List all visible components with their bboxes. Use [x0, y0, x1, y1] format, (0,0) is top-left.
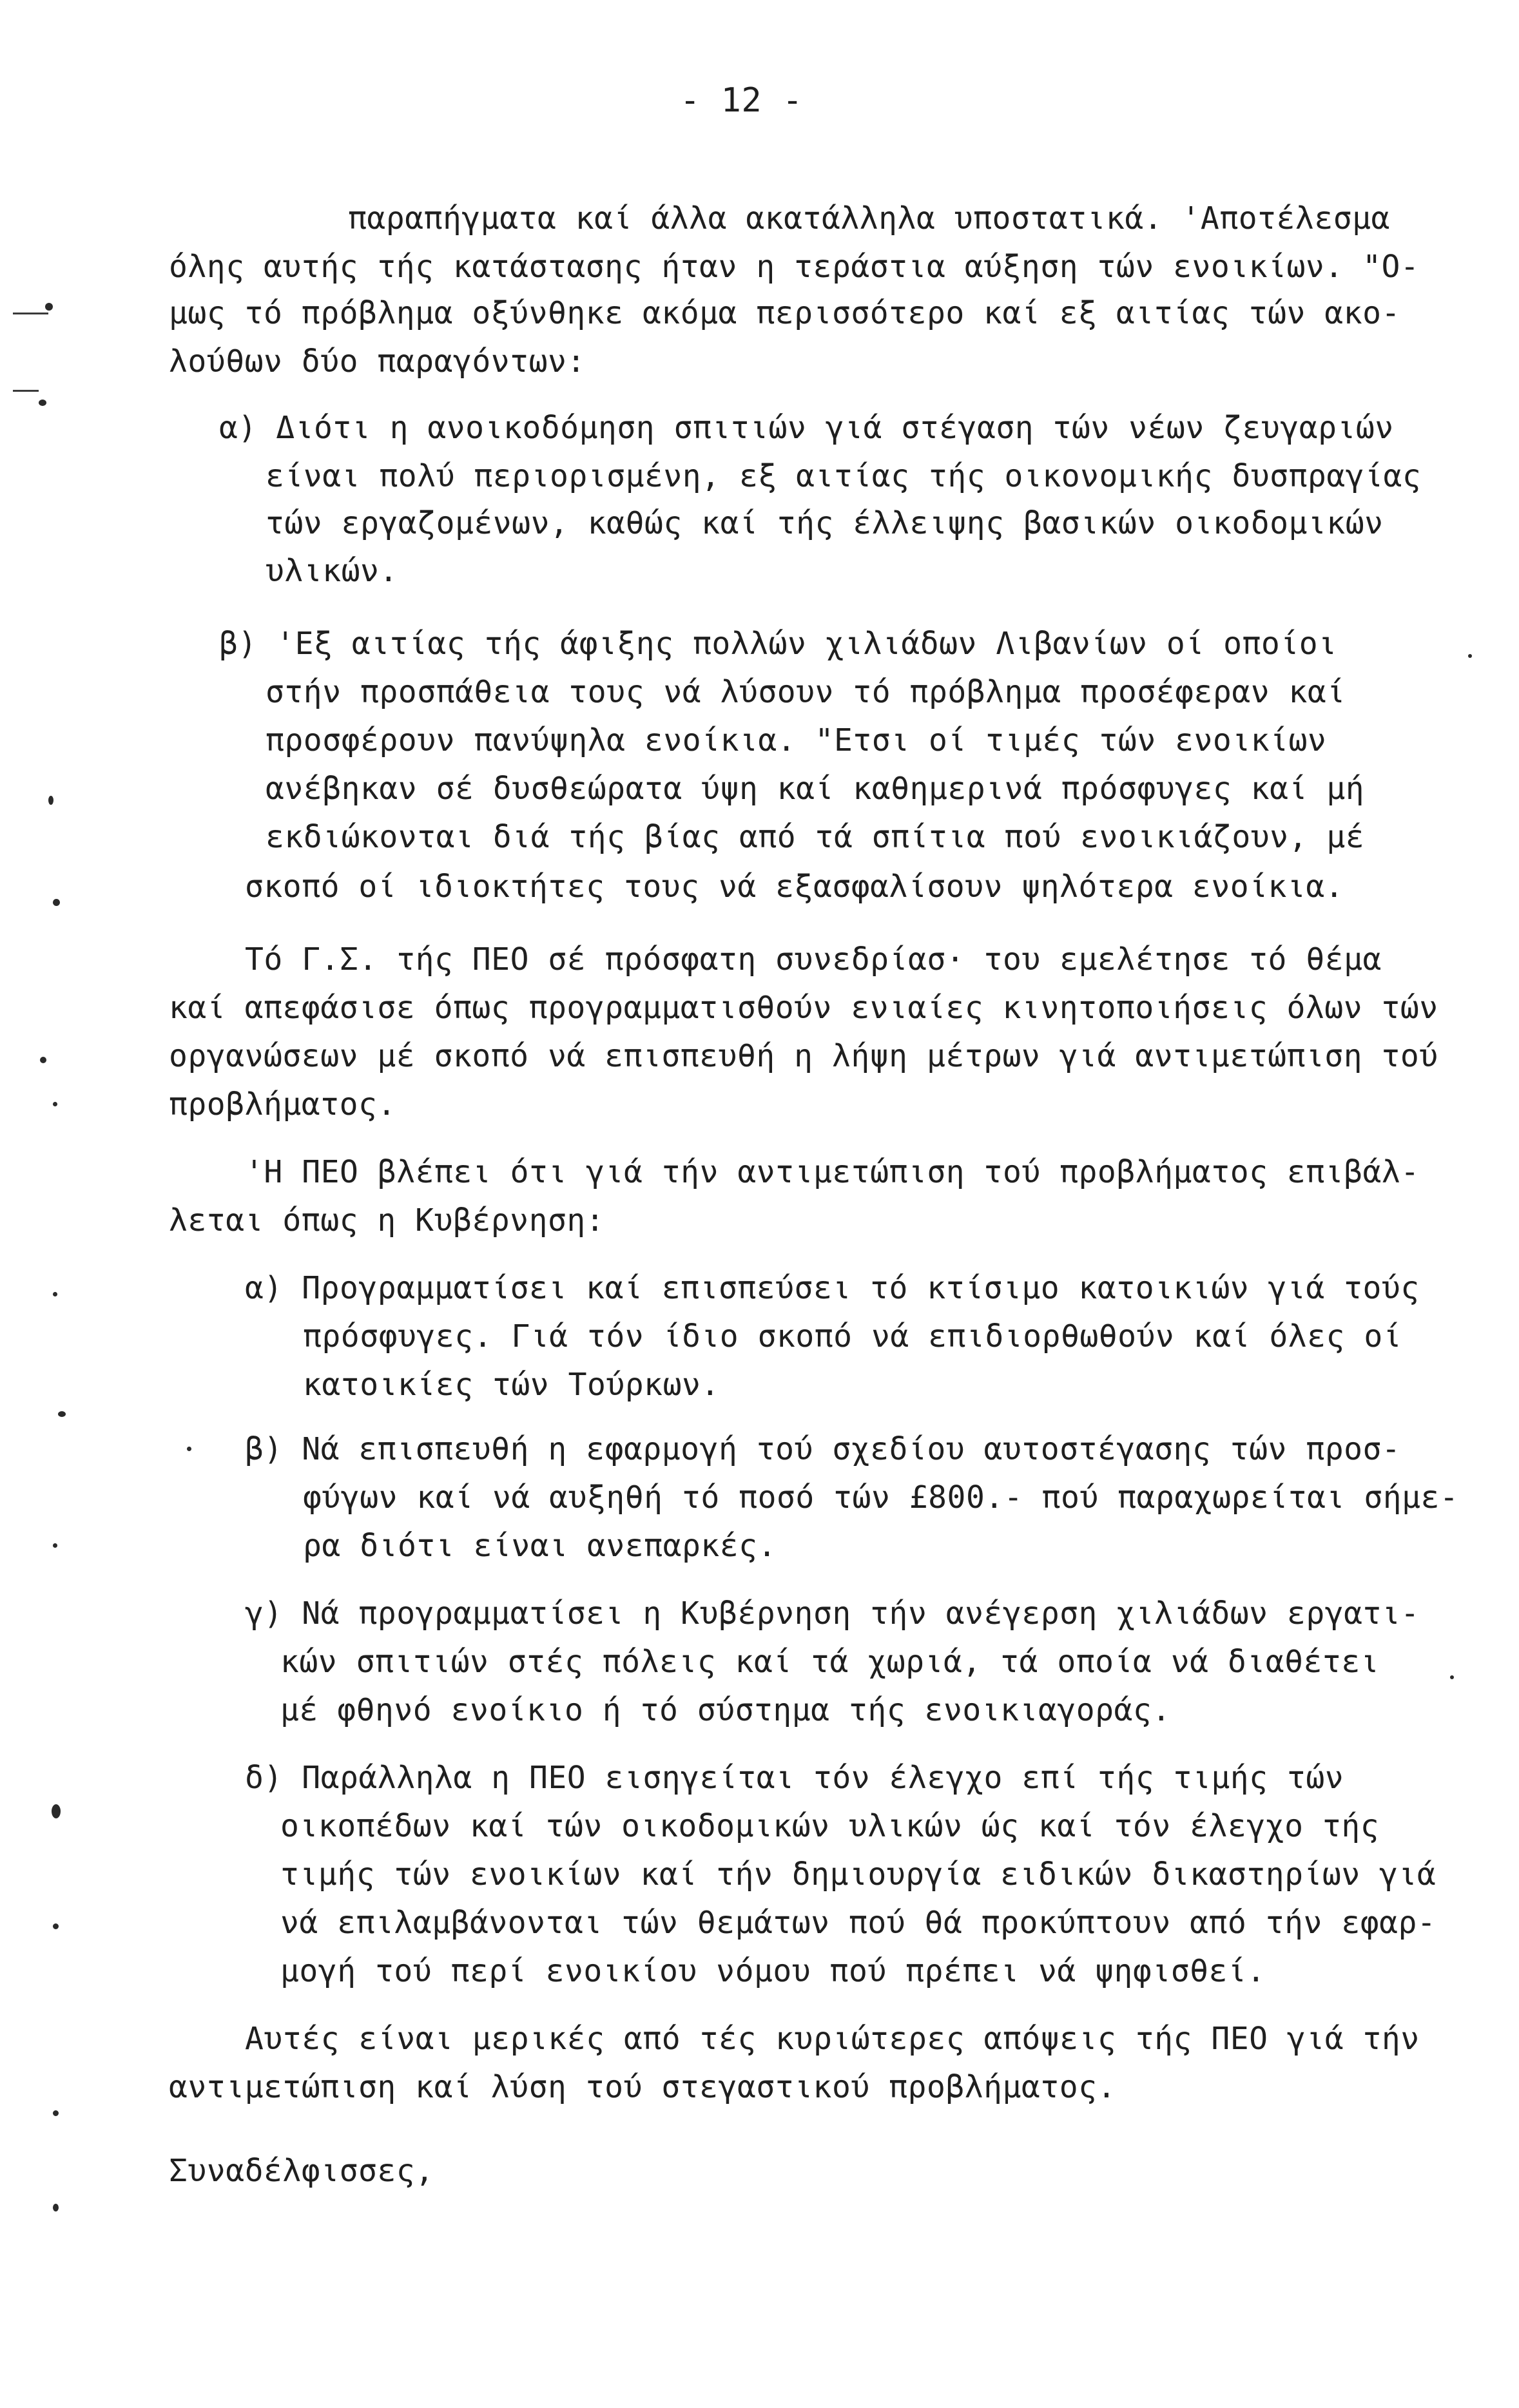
scan-speck — [48, 796, 53, 805]
scan-speck — [58, 1411, 66, 1417]
text-line: γ) Νά προγραμματίσει η Κυβέρνηση τήν ανέγερση χιλιάδων εργατι- — [245, 1595, 1420, 1632]
text-line: α) Προγραμματίσει καί επισπεύσει τό κτίσιμο κατοικιών γιά τούς — [245, 1270, 1420, 1306]
scan-speck — [53, 1292, 57, 1296]
text-line: Αυτές είναι μερικές από τές κυριώτερες απόψεις τής ΠΕΟ γιά τήν — [245, 2021, 1420, 2057]
text-line: προσφέρουν πανύψηλα ενοίκια. "Ετσι οί τιμές τών ενοικίων — [266, 722, 1327, 758]
text-line: κών σπιτιών στές πόλεις καί τά χωριά, τά οποία νά διαθέτει — [280, 1644, 1380, 1680]
scan-speck — [1450, 1675, 1454, 1679]
text-line: Τό Γ.Σ. τής ΠΕΟ σέ πρόσφατη συνεδρίασ· του εμελέτησε τό θέμα — [245, 941, 1382, 978]
text-line: πρόσφυγες. Γιά τόν ίδιο σκοπό νά επιδιορθωθούν καί όλες οί — [303, 1318, 1402, 1354]
text-line: μως τό πρόβλημα οξύνθηκε ακόμα περισσότερο καί εξ αιτίας τών ακο- — [169, 295, 1400, 331]
text-line: ρα διότι είναι ανεπαρκές. — [303, 1528, 777, 1564]
text-line: β) Νά επισπευθή η εφαρμογή τού σχεδίου αυτοστέγασης τών προσ- — [245, 1431, 1401, 1467]
text-line: Συναδέλφισσες, — [169, 2153, 434, 2189]
text-line: όλης αυτής τής κατάστασης ήταν η τεράστια αύξηση τών ενοικίων. "Ο- — [169, 249, 1420, 285]
scan-speck — [53, 899, 60, 906]
scan-mark — [13, 390, 39, 392]
scan-speck — [53, 1923, 59, 1929]
scan-speck — [40, 1057, 46, 1063]
text-line: παραπήγματα καί άλλα ακατάλληλα υποστατικά. 'Αποτέλεσμα — [348, 200, 1390, 236]
text-line: μέ φθηνό ενοίκιο ή τό σύστημα τής ενοικιαγοράς. — [280, 1692, 1171, 1728]
page-number: - 12 - — [680, 81, 803, 120]
scan-mark — [13, 313, 48, 314]
text-line: στήν προσπάθεια τους νά λύσουν τό πρόβλημα προσέφεραν καί — [266, 674, 1346, 710]
scan-speck — [53, 2204, 59, 2211]
text-line: εκδιώκονται διά τής βίας από τά σπίτια πού ενοικιάζουν, μέ — [266, 819, 1365, 855]
text-line: καί απεφάσισε όπως προγραμματισθούν ενιαίες κινητοποιήσεις όλων τών — [169, 990, 1438, 1026]
text-line: οικοπέδων καί τών οικοδομικών υλικών ώς καί τόν έλεγχο τής — [280, 1808, 1380, 1844]
text-line: λεται όπως η Κυβέρνηση: — [169, 1202, 605, 1238]
text-line: ανέβηκαν σέ δυσθεώρατα ύψη καί καθημερινά πρόσφυγες καί μή — [266, 771, 1365, 807]
text-line: β) 'Εξ αιτίας τής άφιξης πολλών χιλιάδων Λιβανίων οί οποίοι — [219, 626, 1337, 662]
scan-speck — [39, 400, 46, 406]
text-line: τιμής τών ενοικίων καί τήν δημιουργία ειδικών δικαστηρίων γιά — [280, 1856, 1437, 1893]
text-line: λούθων δύο παραγόντων: — [169, 343, 586, 380]
scan-speck — [1468, 654, 1472, 658]
scan-speck — [187, 1447, 191, 1451]
text-line: κατοικίες τών Τούρκων. — [303, 1367, 720, 1403]
text-line: 'Η ΠΕΟ βλέπει ότι γιά τήν αντιμετώπιση τού προβλήματος επιβάλ- — [245, 1154, 1420, 1190]
text-line: α) Διότι η ανοικοδόμηση σπιτιών γιά στέγαση τών νέων ζευγαριών — [219, 410, 1394, 446]
text-line: μογή τού περί ενοικίου νόμου πού πρέπει νά ψηφισθεί. — [280, 1953, 1266, 1989]
text-line: οργανώσεων μέ σκοπό νά επισπευθή η λήψη μέτρων γιά αντιμετώπιση τού — [169, 1038, 1438, 1074]
text-line: προβλήματος. — [169, 1086, 396, 1122]
text-line: σκοπό οί ιδιοκτήτες τους νά εξασφαλίσουν ψηλότερα ενοίκια. — [245, 869, 1344, 905]
text-line: είναι πολύ περιορισμένη, εξ αιτίας τής οικονομικής δυσπραγίας — [266, 458, 1422, 494]
text-line: υλικών. — [266, 553, 398, 589]
text-line: φύγων καί νά αυξηθή τό ποσό τών £800.- πού παραχωρείται σήμε- — [303, 1479, 1459, 1516]
text-line: δ) Παράλληλα η ΠΕΟ εισηγείται τόν έλεγχο επί τής τιμής τών — [245, 1760, 1344, 1796]
scan-speck — [45, 303, 53, 311]
scan-speck — [53, 1102, 57, 1106]
scan-speck — [53, 1543, 57, 1548]
scan-speck — [52, 1804, 61, 1818]
text-line: αντιμετώπιση καί λύση τού στεγαστικού προβλήματος. — [169, 2069, 1116, 2105]
text-line: τών εργαζομένων, καθώς καί τής έλλειψης βασικών οικοδομικών — [266, 505, 1384, 541]
scan-speck — [53, 2110, 59, 2116]
text-line: νά επιλαμβάνονται τών θεμάτων πού θά προκύπτουν από τήν εφαρ- — [280, 1905, 1437, 1941]
